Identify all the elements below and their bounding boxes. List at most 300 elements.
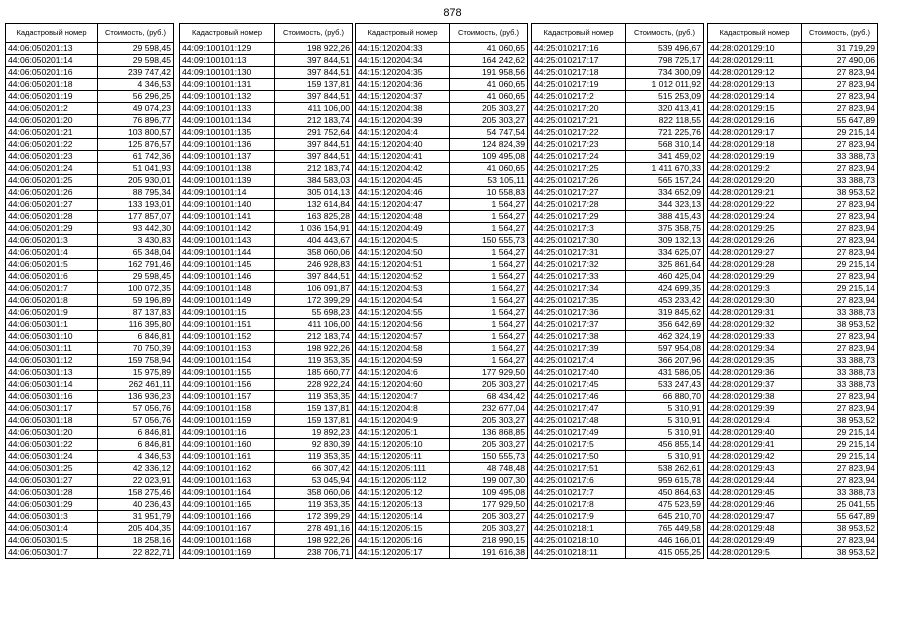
cadastral-number-cell: 44:06:050201:14 — [6, 55, 98, 67]
cost-cell: 65 348,04 — [98, 247, 174, 259]
table-row — [532, 511, 704, 523]
table-row — [708, 211, 878, 223]
cadastral-number-cell: 44:15:120204:48 — [356, 211, 450, 223]
table-row — [708, 43, 878, 55]
cost-cell: 150 555,73 — [450, 235, 528, 247]
cadastral-number-cell: 44:06:050201:6 — [6, 271, 98, 283]
cadastral-number-cell: 44:25:010217:47 — [532, 403, 626, 415]
table-row — [6, 199, 174, 211]
table-row — [532, 223, 704, 235]
cost-cell: 232 677,04 — [450, 403, 528, 415]
cost-cell: 356 642,69 — [626, 319, 704, 331]
cost-cell: 159 137,81 — [275, 403, 353, 415]
cost-cell: 4 346,53 — [98, 451, 174, 463]
cost-cell: 70 750,39 — [98, 343, 174, 355]
cadastral-number-cell: 44:09:100101:152 — [180, 331, 275, 343]
table-row — [180, 547, 353, 559]
table-row — [356, 367, 528, 379]
cadastral-number-cell: 44:28:020129:28 — [708, 259, 802, 271]
table-row — [532, 427, 704, 439]
cadastral-number-cell: 44:06:050301:28 — [6, 487, 98, 499]
cost-cell: 88 795,34 — [98, 187, 174, 199]
table-row — [6, 223, 174, 235]
table-row — [6, 187, 174, 199]
cadastral-number-cell: 44:25:010217:27 — [532, 187, 626, 199]
table-row — [6, 535, 174, 547]
cadastral-number-cell: 44:25:010217:6 — [532, 475, 626, 487]
cost-cell: 27 823,94 — [802, 331, 878, 343]
cost-cell: 38 953,52 — [802, 415, 878, 427]
table-row — [708, 439, 878, 451]
table-row — [708, 127, 878, 139]
cost-cell: 61 742,36 — [98, 151, 174, 163]
cadastral-number-cell: 44:06:050201:5 — [6, 259, 98, 271]
cadastral-number-cell: 44:28:020129:42 — [708, 451, 802, 463]
cost-cell: 27 823,94 — [802, 343, 878, 355]
cost-cell: 1 564,27 — [450, 319, 528, 331]
table-row — [532, 175, 704, 187]
cost-cell: 31 951,79 — [98, 511, 174, 523]
table-row — [356, 439, 528, 451]
table-row — [180, 139, 353, 151]
cadastral-number-cell: 44:25:010217:4 — [532, 355, 626, 367]
cost-cell: 218 990,15 — [450, 535, 528, 547]
cadastral-number-cell: 44:09:100101:160 — [180, 439, 275, 451]
cadastral-number-cell: 44:09:100101:136 — [180, 139, 275, 151]
cost-cell: 305 014,13 — [275, 187, 353, 199]
cost-cell: 5 310,91 — [626, 403, 704, 415]
table-row — [532, 163, 704, 175]
cost-cell: 1 564,27 — [450, 211, 528, 223]
cost-cell: 1 564,27 — [450, 247, 528, 259]
cadastral-number-cell: 44:09:100101:153 — [180, 343, 275, 355]
cadastral-number-cell: 44:09:100101:166 — [180, 511, 275, 523]
cost-cell: 6 846,81 — [98, 331, 174, 343]
cadastral-number-cell: 44:28:020129:26 — [708, 235, 802, 247]
cost-cell: 150 555,73 — [450, 451, 528, 463]
table-row — [180, 211, 353, 223]
cost-cell: 397 844,51 — [275, 91, 353, 103]
cost-cell: 27 823,94 — [802, 91, 878, 103]
cost-cell: 278 491,16 — [275, 523, 353, 535]
table-row — [532, 283, 704, 295]
cadastral-number-cell: 44:06:050201:21 — [6, 127, 98, 139]
cost-cell: 59 196,89 — [98, 295, 174, 307]
cost-cell: 76 896,77 — [98, 115, 174, 127]
cost-cell: 27 823,94 — [802, 235, 878, 247]
cost-cell: 57 056,76 — [98, 415, 174, 427]
table-row — [356, 271, 528, 283]
cost-cell: 199 007,30 — [450, 475, 528, 487]
cadastral-number-cell: 44:06:050201:8 — [6, 295, 98, 307]
cost-cell: 358 060,06 — [275, 247, 353, 259]
table-row — [532, 199, 704, 211]
cost-cell: 41 060,65 — [450, 163, 528, 175]
cadastral-number-cell: 44:06:050201:19 — [6, 91, 98, 103]
cadastral-number-cell: 44:25:010217:51 — [532, 463, 626, 475]
cost-cell: 6 846,81 — [98, 427, 174, 439]
table-row — [6, 367, 174, 379]
cadastral-number-cell: 44:09:100101:148 — [180, 283, 275, 295]
cost-cell: 205 930,01 — [98, 175, 174, 187]
cost-cell: 55 698,23 — [275, 307, 353, 319]
cadastral-number-cell: 44:15:120204:38 — [356, 103, 450, 115]
cost-cell: 49 074,23 — [98, 103, 174, 115]
table-row — [708, 163, 878, 175]
cadastral-number-cell: 44:15:120204:51 — [356, 259, 450, 271]
cadastral-number-cell: 44:06:050301:13 — [6, 367, 98, 379]
cadastral-number-cell: 44:25:010217:32 — [532, 259, 626, 271]
cost-cell: 1 564,27 — [450, 355, 528, 367]
cost-cell: 29 215,14 — [802, 439, 878, 451]
cost-cell: 212 183,74 — [275, 163, 353, 175]
cost-cell: 198 922,26 — [275, 43, 353, 55]
cost-cell: 27 823,94 — [802, 247, 878, 259]
table-row — [6, 79, 174, 91]
table-row — [532, 259, 704, 271]
table-row — [356, 535, 528, 547]
cost-cell: 29 598,45 — [98, 271, 174, 283]
cost-cell: 568 310,14 — [626, 139, 704, 151]
table-row — [356, 391, 528, 403]
cost-cell: 358 060,06 — [275, 487, 353, 499]
cadastral-number-cell: 44:25:010217:9 — [532, 511, 626, 523]
cadastral-number-cell: 44:15:120205:15 — [356, 523, 450, 535]
cadastral-number-cell: 44:25:010217:50 — [532, 451, 626, 463]
cadastral-number-cell: 44:15:120204:49 — [356, 223, 450, 235]
cadastral-number-cell: 44:28:020129:3 — [708, 283, 802, 295]
table-row — [356, 139, 528, 151]
cost-cell: 93 442,30 — [98, 223, 174, 235]
cadastral-number-cell: 44:25:010217:18 — [532, 67, 626, 79]
cadastral-number-cell: 44:15:120204:60 — [356, 379, 450, 391]
cadastral-number-cell: 44:15:120205:13 — [356, 499, 450, 511]
cost-cell: 1 411 670,33 — [626, 163, 704, 175]
table-row — [532, 139, 704, 151]
table-row — [180, 187, 353, 199]
cost-cell: 38 953,52 — [802, 547, 878, 559]
table-row — [6, 415, 174, 427]
table-row — [180, 151, 353, 163]
cadastral-number-cell: 44:15:120204:46 — [356, 187, 450, 199]
header-cadastral-number: Кадастровый номер — [708, 24, 802, 43]
cost-cell: 205 303,27 — [450, 115, 528, 127]
cadastral-number-cell: 44:15:120204:45 — [356, 175, 450, 187]
table-row — [708, 139, 878, 151]
cadastral-number-cell: 44:06:050301:16 — [6, 391, 98, 403]
table-row — [708, 55, 878, 67]
cost-cell: 33 388,73 — [802, 367, 878, 379]
cost-cell: 53 045,94 — [275, 475, 353, 487]
cadastral-number-cell: 44:28:020129:22 — [708, 199, 802, 211]
cost-cell: 103 800,57 — [98, 127, 174, 139]
cost-cell: 5 310,91 — [626, 451, 704, 463]
cadastral-number-cell: 44:25:010217:3 — [532, 223, 626, 235]
cadastral-number-cell: 44:28:020129:33 — [708, 331, 802, 343]
cadastral-number-cell: 44:15:120204:47 — [356, 199, 450, 211]
table-row — [532, 43, 704, 55]
cadastral-number-cell: 44:06:050201:9 — [6, 307, 98, 319]
table-row — [708, 115, 878, 127]
cost-cell: 291 752,64 — [275, 127, 353, 139]
table-row — [356, 307, 528, 319]
table-row — [532, 439, 704, 451]
table-row — [708, 295, 878, 307]
cost-cell: 27 823,94 — [802, 391, 878, 403]
table-row — [356, 355, 528, 367]
cadastral-number-cell: 44:06:050201:2 — [6, 103, 98, 115]
table-row — [532, 499, 704, 511]
table-row — [356, 499, 528, 511]
cadastral-number-cell: 44:28:020129:45 — [708, 487, 802, 499]
cadastral-number-cell: 44:09:100101:167 — [180, 523, 275, 535]
table-row — [708, 391, 878, 403]
cadastral-number-cell: 44:09:100101:139 — [180, 175, 275, 187]
cost-cell: 31 719,29 — [802, 43, 878, 55]
cadastral-number-cell: 44:09:100101:144 — [180, 247, 275, 259]
table-row — [708, 451, 878, 463]
cadastral-number-cell: 44:09:100101:132 — [180, 91, 275, 103]
cadastral-number-cell: 44:25:010217:7 — [532, 487, 626, 499]
cost-cell: 453 233,42 — [626, 295, 704, 307]
cost-cell: 1 564,27 — [450, 271, 528, 283]
table-row — [180, 199, 353, 211]
table-row — [708, 271, 878, 283]
cost-cell: 238 706,71 — [275, 547, 353, 559]
table-row — [180, 247, 353, 259]
cadastral-number-cell: 44:25:010217:22 — [532, 127, 626, 139]
table-row — [6, 163, 174, 175]
cost-cell: 462 324,19 — [626, 331, 704, 343]
table-row — [708, 535, 878, 547]
cadastral-number-cell: 44:06:050301:7 — [6, 547, 98, 559]
table-row — [180, 319, 353, 331]
table-row — [532, 367, 704, 379]
cost-cell: 15 975,89 — [98, 367, 174, 379]
table-row — [532, 67, 704, 79]
cadastral-number-cell: 44:15:120205:10 — [356, 439, 450, 451]
table-row — [532, 415, 704, 427]
table-row — [6, 127, 174, 139]
cost-cell: 29 598,45 — [98, 43, 174, 55]
table-row — [180, 175, 353, 187]
cost-cell: 66 307,42 — [275, 463, 353, 475]
cadastral-number-cell: 44:06:050301:5 — [6, 535, 98, 547]
cadastral-number-cell: 44:25:010217:49 — [532, 427, 626, 439]
cadastral-number-cell: 44:28:020129:30 — [708, 295, 802, 307]
table-row — [356, 523, 528, 535]
cadastral-number-cell: 44:09:100101:161 — [180, 451, 275, 463]
cadastral-number-cell: 44:28:020129:32 — [708, 319, 802, 331]
table-row — [532, 115, 704, 127]
table-row — [6, 295, 174, 307]
cadastral-number-cell: 44:25:010217:37 — [532, 319, 626, 331]
table-row — [6, 547, 174, 559]
cost-cell: 27 490,06 — [802, 55, 878, 67]
table-row — [532, 211, 704, 223]
table-row — [532, 319, 704, 331]
cadastral-number-cell: 44:09:100101:137 — [180, 151, 275, 163]
table-row — [708, 379, 878, 391]
cost-cell: 198 922,26 — [275, 535, 353, 547]
cost-cell: 205 303,27 — [450, 511, 528, 523]
table-row — [708, 91, 878, 103]
cost-cell: 27 823,94 — [802, 199, 878, 211]
cadastral-number-cell: 44:06:050201:4 — [6, 247, 98, 259]
cadastral-number-cell: 44:09:100101:154 — [180, 355, 275, 367]
cadastral-number-cell: 44:15:120204:39 — [356, 115, 450, 127]
cadastral-number-cell: 44:06:050201:29 — [6, 223, 98, 235]
cadastral-number-cell: 44:15:120204:8 — [356, 403, 450, 415]
cost-cell: 136 868,85 — [450, 427, 528, 439]
table-row — [532, 187, 704, 199]
cost-cell: 87 137,83 — [98, 307, 174, 319]
cadastral-number-cell: 44:15:120204:35 — [356, 67, 450, 79]
table-row — [6, 43, 174, 55]
cadastral-number-cell: 44:15:120204:56 — [356, 319, 450, 331]
table-row — [532, 127, 704, 139]
cost-cell: 162 791,46 — [98, 259, 174, 271]
table-row — [708, 427, 878, 439]
cadastral-number-cell: 44:09:100101:149 — [180, 295, 275, 307]
cost-cell: 397 844,51 — [275, 67, 353, 79]
table-row — [180, 415, 353, 427]
cadastral-number-cell: 44:15:120205:1 — [356, 427, 450, 439]
cadastral-number-cell: 44:25:010217:17 — [532, 55, 626, 67]
cost-cell: 163 825,28 — [275, 211, 353, 223]
cost-cell: 3 430,83 — [98, 235, 174, 247]
cadastral-number-cell: 44:28:020129:12 — [708, 67, 802, 79]
cadastral-number-cell: 44:25:010217:30 — [532, 235, 626, 247]
table-row — [180, 427, 353, 439]
cadastral-number-cell: 44:09:100101:156 — [180, 379, 275, 391]
table-row — [356, 79, 528, 91]
table-row — [532, 451, 704, 463]
cost-cell: 4 346,53 — [98, 79, 174, 91]
table-row — [708, 151, 878, 163]
cost-cell: 109 495,08 — [450, 487, 528, 499]
table-row — [708, 175, 878, 187]
cadastral-number-cell: 44:09:100101:133 — [180, 103, 275, 115]
cadastral-number-cell: 44:28:020129:34 — [708, 343, 802, 355]
cadastral-number-cell: 44:09:100101:143 — [180, 235, 275, 247]
cadastral-number-cell: 44:28:020129:20 — [708, 175, 802, 187]
cadastral-number-cell: 44:25:010217:23 — [532, 139, 626, 151]
cost-cell: 27 823,94 — [802, 139, 878, 151]
cost-cell: 48 748,48 — [450, 463, 528, 475]
cadastral-number-cell: 44:28:020129:40 — [708, 427, 802, 439]
cadastral-number-cell: 44:06:050201:7 — [6, 283, 98, 295]
table-row — [708, 523, 878, 535]
table-row — [532, 331, 704, 343]
table-row — [708, 547, 878, 559]
cost-cell: 136 936,23 — [98, 391, 174, 403]
cost-cell: 366 207,96 — [626, 355, 704, 367]
table-row — [356, 67, 528, 79]
cost-cell: 1 564,27 — [450, 331, 528, 343]
table-row — [532, 355, 704, 367]
cadastral-number-cell: 44:15:120204:34 — [356, 55, 450, 67]
table-row — [532, 271, 704, 283]
table-row — [180, 379, 353, 391]
cadastral-number-cell: 44:06:050301:4 — [6, 523, 98, 535]
table-row — [180, 367, 353, 379]
table-row — [356, 511, 528, 523]
cadastral-number-cell: 44:28:020129:21 — [708, 187, 802, 199]
cadastral-number-cell: 44:09:100101:164 — [180, 487, 275, 499]
cost-cell: 1 564,27 — [450, 283, 528, 295]
cost-cell: 38 953,52 — [802, 523, 878, 535]
cadastral-number-cell: 44:06:050201:26 — [6, 187, 98, 199]
table-row — [356, 319, 528, 331]
cadastral-number-cell: 44:15:120204:9 — [356, 415, 450, 427]
table-row — [6, 427, 174, 439]
cost-cell: 822 118,55 — [626, 115, 704, 127]
cadastral-number-cell: 44:15:120204:53 — [356, 283, 450, 295]
cadastral-number-cell: 44:15:120205:112 — [356, 475, 450, 487]
table-row — [532, 475, 704, 487]
cost-cell: 55 647,89 — [802, 115, 878, 127]
cadastral-number-cell: 44:28:020129:39 — [708, 403, 802, 415]
table-row — [708, 511, 878, 523]
table-row — [6, 475, 174, 487]
cost-cell: 1 564,27 — [450, 199, 528, 211]
cadastral-number-cell: 44:28:020129:2 — [708, 163, 802, 175]
cost-cell: 40 236,43 — [98, 499, 174, 511]
cost-cell: 133 193,01 — [98, 199, 174, 211]
cost-cell: 159 137,81 — [275, 415, 353, 427]
table-row — [356, 199, 528, 211]
cadastral-number-cell: 44:06:050301:10 — [6, 331, 98, 343]
cadastral-number-cell: 44:25:010217:19 — [532, 79, 626, 91]
cost-cell: 539 496,67 — [626, 43, 704, 55]
table-row — [6, 103, 174, 115]
table-row — [6, 379, 174, 391]
table-row — [180, 331, 353, 343]
cost-cell: 515 253,09 — [626, 91, 704, 103]
table-row — [708, 79, 878, 91]
table-row — [6, 283, 174, 295]
cadastral-number-cell: 44:28:020129:14 — [708, 91, 802, 103]
cost-cell: 124 824,39 — [450, 139, 528, 151]
table-row — [532, 235, 704, 247]
cadastral-number-cell: 44:28:020129:17 — [708, 127, 802, 139]
cadastral-number-cell: 44:06:050201:20 — [6, 115, 98, 127]
cadastral-number-cell: 44:25:010217:40 — [532, 367, 626, 379]
cost-cell: 446 166,01 — [626, 535, 704, 547]
table-row — [356, 343, 528, 355]
table-row — [6, 391, 174, 403]
cadastral-number-cell: 44:09:100101:146 — [180, 271, 275, 283]
cadastral-number-cell: 44:28:020129:15 — [708, 103, 802, 115]
cadastral-number-cell: 44:25:010217:26 — [532, 175, 626, 187]
cost-cell: 38 953,52 — [802, 319, 878, 331]
table-row — [356, 247, 528, 259]
cadastral-number-cell: 44:09:100101:135 — [180, 127, 275, 139]
cadastral-number-cell: 44:09:100101:14 — [180, 187, 275, 199]
cost-cell: 29 215,14 — [802, 427, 878, 439]
table-row — [708, 235, 878, 247]
cadastral-number-cell: 44:25:010217:46 — [532, 391, 626, 403]
table-row — [708, 403, 878, 415]
cost-cell: 239 747,42 — [98, 67, 174, 79]
cost-cell: 33 388,73 — [802, 151, 878, 163]
cadastral-number-cell: 44:06:050301:22 — [6, 439, 98, 451]
cost-cell: 172 399,29 — [275, 295, 353, 307]
table-row — [708, 463, 878, 475]
cost-cell: 334 625,07 — [626, 247, 704, 259]
table-row — [6, 139, 174, 151]
